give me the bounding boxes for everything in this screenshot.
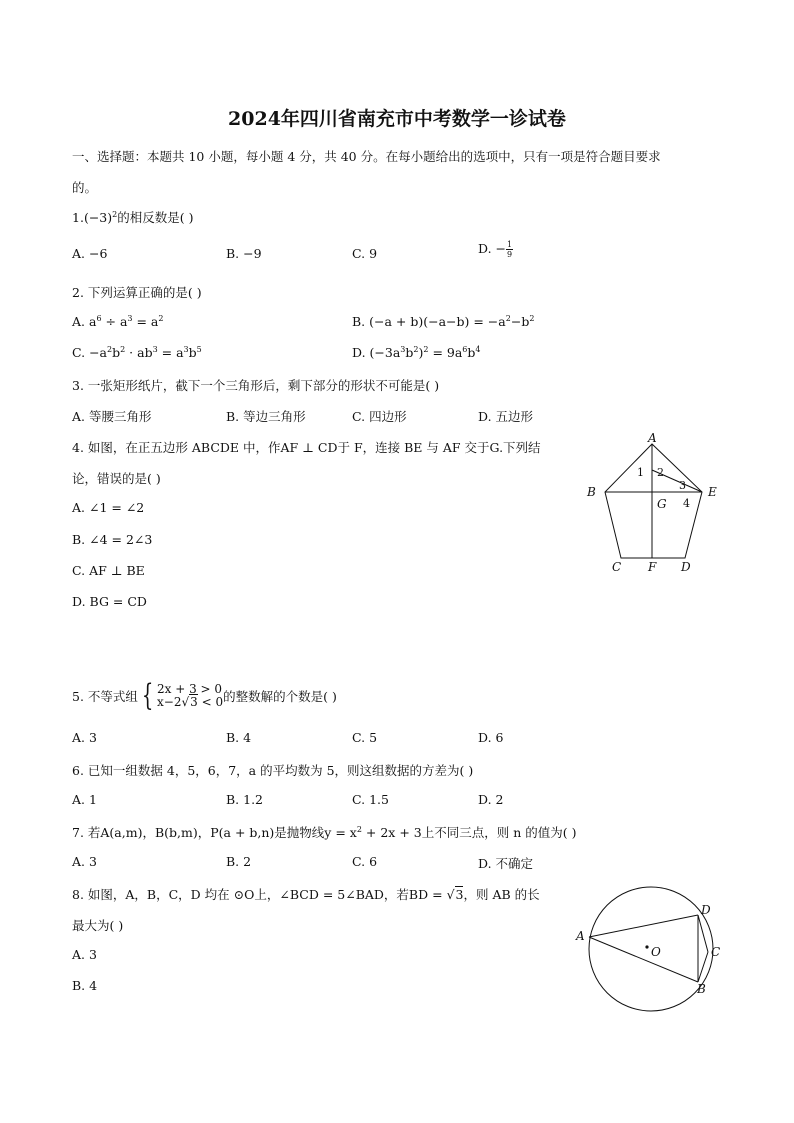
q2-a-part: A. a xyxy=(72,314,97,329)
point-label-b: B xyxy=(587,485,596,499)
q5-option-a: A. 3 xyxy=(72,730,97,745)
point-label-e: E xyxy=(708,485,717,499)
q2-b-exp: 2 xyxy=(505,314,511,323)
question-2-stem: 2. 下列运算正确的是( ) xyxy=(72,285,202,300)
q3-option-d: D. 五边形 xyxy=(478,409,534,424)
q8-option-a: A. 3 xyxy=(72,947,97,962)
point-label-g: G xyxy=(657,497,667,511)
q7-exponent: 2 xyxy=(356,825,362,834)
q1-option-d-fraction xyxy=(506,240,513,259)
q2-option-c xyxy=(72,345,202,360)
center-point xyxy=(645,945,648,948)
q2-d-exp: 4 xyxy=(475,345,481,354)
point-label-b: B xyxy=(697,982,706,996)
q8-line1-a: 8. 如图，A，B，C，D 均在 ⊙O上，∠BCD = 5∠BAD，若BD = xyxy=(72,887,447,902)
q2-c-part: b xyxy=(112,345,121,360)
question-8-stem-line2: 最大为( ) xyxy=(72,918,124,933)
q2-c-exp: 2 xyxy=(107,345,113,354)
question-8-stem-line1: 8. 如图，A，B，C，D 均在 ⊙O上，∠BCD = 5∠BAD，若BD = √3，则 AB 的长 xyxy=(72,887,540,902)
q2-a-exp: 6 xyxy=(96,314,102,323)
section-heading-line1: 一、选择题：本题共 10 小题，每小题 4 分，共 40 分。在每小题给出的选项中，只有一项是符合题目要求 xyxy=(72,149,661,164)
question-1-stem xyxy=(72,208,193,226)
q4-option-a: A. ∠1 = ∠2 xyxy=(72,500,145,515)
q2-option-b xyxy=(352,314,534,329)
q2-option-d xyxy=(352,345,481,360)
q2-option-a xyxy=(72,314,163,329)
q2-b-part: B. (−a + b)(−a−b) = −a xyxy=(352,314,506,329)
point-label-f: F xyxy=(648,560,657,574)
q1-option-a: A. −6 xyxy=(72,246,108,261)
q3-option-b: B. 等边三角形 xyxy=(226,409,306,424)
q8-option-b: B. 4 xyxy=(72,978,98,993)
q2-c-part: · ab xyxy=(125,345,153,360)
q5-row2-part: x−2 xyxy=(157,695,182,709)
q7-option-a: A. 3 xyxy=(72,854,97,869)
q1-option-d xyxy=(478,240,513,259)
q7-stem-b: + 2x + 3上不同三点，则 n 的值为( ) xyxy=(361,825,577,840)
question-4-stem-line2: 论，错误的是( ) xyxy=(72,471,161,486)
q2-c-part: b xyxy=(188,345,197,360)
q2-d-part: b xyxy=(467,345,476,360)
point-label-a: A xyxy=(576,929,585,943)
q2-d-exp: 2 xyxy=(413,345,419,354)
q2-a-part: ÷ a xyxy=(101,314,128,329)
point-label-c: C xyxy=(612,560,622,574)
q4-option-c: C. AF ⊥ BE xyxy=(72,563,145,578)
q7-stem-a: 7. 若A(a,m)，B(b,m)，P(a + b,n)是抛物线y = x xyxy=(72,825,357,840)
q6-option-b: B. 1.2 xyxy=(226,792,264,807)
question-7-stem xyxy=(72,823,576,841)
q5-row2-part: < 0 xyxy=(197,695,224,709)
question-6-stem: 6. 已知一组数据 4，5，6，7，a 的平均数为 5，则这组数据的方差为( ) xyxy=(72,763,474,778)
angle-label-2: 2 xyxy=(657,466,664,479)
q5-row2-radicand: 3 xyxy=(190,695,198,709)
q2-c-exp: 2 xyxy=(120,345,126,354)
q7-option-d: D. 不确定 xyxy=(478,856,534,871)
page-title: 2024年四川省南充市中考数学一诊试卷 xyxy=(228,108,566,130)
angle-label-4: 4 xyxy=(683,497,690,510)
angle-label-3: 3 xyxy=(679,479,686,492)
q2-c-part: = a xyxy=(157,345,184,360)
question-3-stem: 3. 一张矩形纸片，截下一个三角形后，剩下部分的形状不可能是( ) xyxy=(72,378,440,393)
q5-row1: 2x + 3 > 0 xyxy=(157,682,223,696)
q6-option-a: A. 1 xyxy=(72,792,97,807)
angle-label-1: 1 xyxy=(637,466,644,479)
q2-c-exp: 3 xyxy=(183,345,189,354)
q5-option-d: D. 6 xyxy=(478,730,504,745)
q5-row2: x−2√3 < 0 xyxy=(157,695,224,709)
point-label-a: A xyxy=(648,431,657,445)
point-label-c: C xyxy=(711,945,721,959)
q7-option-c: C. 6 xyxy=(352,854,378,869)
q2-d-part: = 9a xyxy=(428,345,463,360)
q2-d-exp: 3 xyxy=(400,345,406,354)
q2-b-part: −b xyxy=(510,314,530,329)
q2-d-exp: 6 xyxy=(462,345,468,354)
q2-c-part: C. −a xyxy=(72,345,107,360)
q5-system xyxy=(157,683,223,709)
q1-number: 1. xyxy=(72,210,84,225)
q5-option-c: C. 5 xyxy=(352,730,378,745)
q1-exponent: 2 xyxy=(112,210,118,219)
q7-option-b: B. 2 xyxy=(226,854,252,869)
q3-option-c: C. 四边形 xyxy=(352,409,407,424)
point-label-d: D xyxy=(681,560,691,574)
circle-figure xyxy=(570,880,730,1015)
q1-option-d-denominator: 9 xyxy=(507,250,513,259)
q1-base: (−3) xyxy=(83,210,113,225)
question-5-stem xyxy=(72,678,337,713)
q6-option-c: C. 1.5 xyxy=(352,792,389,807)
q4-option-d: D. BG = CD xyxy=(72,594,147,609)
q5-prefix: 5. 不等式组 xyxy=(72,689,138,704)
q2-d-part: b xyxy=(405,345,414,360)
q2-a-exp: 2 xyxy=(158,314,164,323)
q2-c-exp: 3 xyxy=(152,345,158,354)
q4-option-b: B. ∠4 = 2∠3 xyxy=(72,532,153,547)
q5-suffix: 的整数解的个数是( ) xyxy=(223,689,337,704)
segment-ab xyxy=(589,937,698,982)
q2-d-exp: 2 xyxy=(423,345,429,354)
q1-option-c: C. 9 xyxy=(352,246,378,261)
q1-option-d-prefix: D. − xyxy=(478,241,506,256)
pentagon-figure xyxy=(580,430,730,580)
point-label-d: D xyxy=(701,903,711,917)
q2-d-part: ) xyxy=(418,345,424,360)
question-4-stem-line1: 4. 如图，在正五边形 ABCDE 中，作AF ⊥ CD于 F，连接 BE 与 AF 交于G.下列结 xyxy=(72,440,541,455)
q2-c-exp: 5 xyxy=(196,345,202,354)
section-heading-line2: 的。 xyxy=(72,180,98,195)
q6-option-d: D. 2 xyxy=(478,792,504,807)
q2-b-exp: 2 xyxy=(529,314,535,323)
q1-tail: 的相反数是( ) xyxy=(117,210,194,225)
q1-option-b: B. −9 xyxy=(226,246,262,261)
q5-left-brace: { xyxy=(141,678,154,713)
q1-option-d-numerator: 1 xyxy=(507,240,513,249)
q2-d-part: D. (−3a xyxy=(352,345,401,360)
q8-radicand: 3 xyxy=(455,887,464,902)
q3-option-a: A. 等腰三角形 xyxy=(72,409,152,424)
segment-ad xyxy=(589,915,698,937)
q5-option-b: B. 4 xyxy=(226,730,252,745)
q2-a-exp: 3 xyxy=(127,314,133,323)
q8-line1-b: ，则 AB 的长 xyxy=(463,887,540,902)
point-label-o: O xyxy=(651,945,661,959)
q2-a-part: = a xyxy=(132,314,159,329)
